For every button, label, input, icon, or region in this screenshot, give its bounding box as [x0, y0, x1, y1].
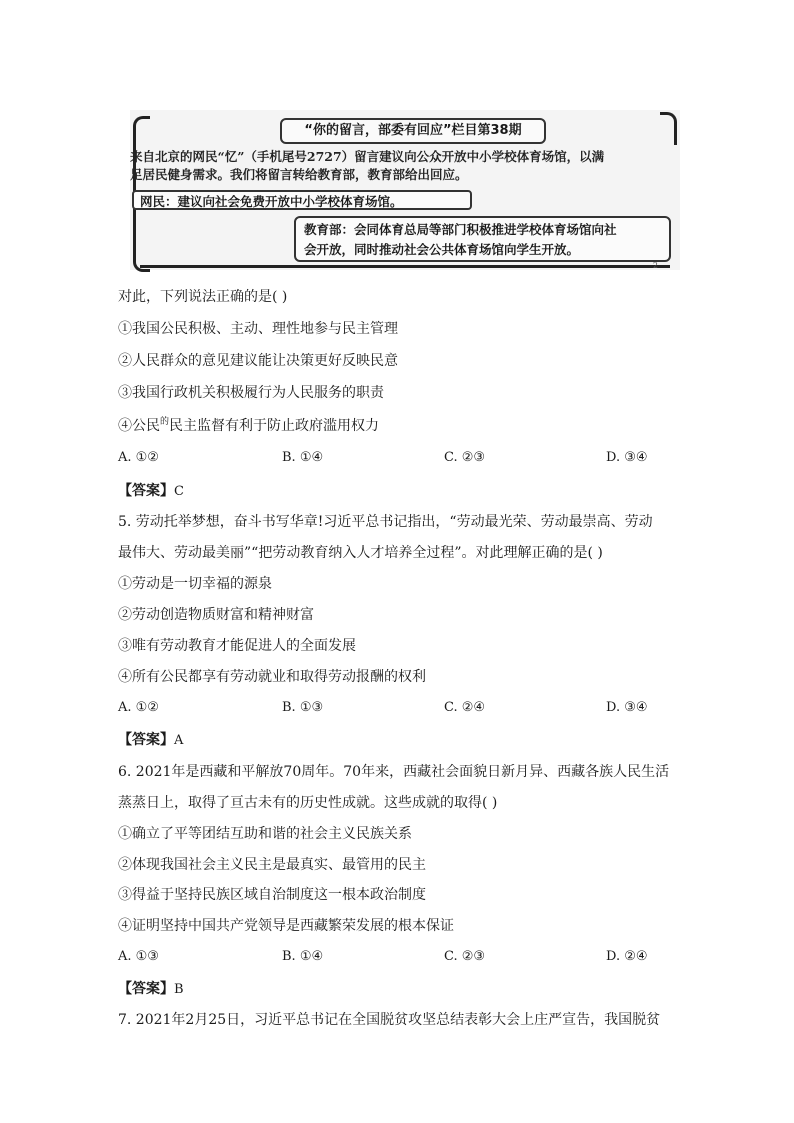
q4-option-a: A. ①② — [118, 450, 159, 465]
ministry-line-1: 教育部：会同体育总局等部门积极推进学校体育场馆向社 — [304, 222, 617, 237]
figure-bottom-line — [140, 265, 670, 268]
q6-option-c: C. ②③ — [444, 949, 486, 964]
q4-option-c: C. ②③ — [444, 450, 486, 465]
q6-item-1: ①确立了平等团结互助和谐的社会主义民族关系 — [118, 826, 412, 842]
q4-item-1: ①我国公民积极、主动、理性地参与民主管理 — [118, 321, 398, 337]
q5-item-4: ④所有公民都享有劳动就业和取得劳动报酬的权利 — [118, 669, 426, 685]
q4-option-b: B. ①④ — [282, 450, 324, 465]
q5-option-d: D. ③④ — [606, 700, 648, 715]
q5-answer-tag: 【答案】 — [118, 732, 174, 748]
q4-item-4-post: 民主监督有利于防止政府滥用权力 — [169, 418, 380, 434]
figure-body-line-1: 来自北京的网民“忆”（手机尾号2727）留言建议向公众开放中小学校体育场馆，以满 — [130, 149, 605, 164]
q5-option-a: A. ①② — [118, 700, 159, 715]
q4-item-4-sup: 的 — [160, 417, 170, 427]
q6-answer-value: B — [174, 982, 184, 997]
figure-body-line-2: 足居民健身需求。我们将留言转给教育部，教育部给出回应。 — [130, 167, 468, 182]
scanned-figure — [130, 110, 680, 270]
q6-options — [118, 949, 678, 969]
figure-stray-mark: 2 — [652, 261, 658, 270]
q6-item-2: ②体现我国社会主义民主是最真实、最管用的民主 — [118, 857, 426, 873]
q6-stem-line-2: 蒸蒸日上，取得了亘古未有的历史性成就。这些成就的取得( ) — [118, 795, 498, 811]
q5-answer-value: A — [174, 733, 184, 748]
netizen-box: 网民：建议向社会免费开放中小学校体育场馆。 — [132, 190, 472, 210]
q6-item-4: ④证明坚持中国共产党领导是西藏繁荣发展的根本保证 — [118, 918, 454, 934]
q6-answer-tag: 【答案】 — [118, 981, 174, 997]
q4-options — [118, 450, 678, 470]
q4-answer-tag: 【答案】 — [118, 483, 174, 499]
q5-stem-line-2: 最伟大、劳动最美丽”“把劳动教育纳入人才培养全过程”。对此理解正确的是( ) — [118, 545, 603, 561]
q5-item-1: ①劳动是一切幸福的源泉 — [118, 576, 272, 592]
ministry-line-2: 会开放，同时推动社会公共体育场馆向学生开放。 — [304, 242, 580, 257]
q4-answer — [118, 480, 184, 500]
q4-answer-value: C — [174, 484, 184, 499]
q6-option-b: B. ①④ — [282, 949, 324, 964]
figure-body — [130, 148, 675, 184]
q5-answer — [118, 729, 183, 749]
q4-stem: 对此，下列说法正确的是( ) — [118, 289, 288, 305]
q6-option-d: D. ②④ — [606, 949, 648, 964]
q4-item-4-pre: ④公民 — [118, 418, 160, 434]
figure-right-bracket — [660, 112, 677, 145]
q4-item-4 — [118, 414, 379, 435]
q6-answer — [118, 978, 184, 998]
q6-item-3: ③得益于坚持民族区域自治制度这一根本政治制度 — [118, 887, 426, 903]
figure-title: “你的留言，部委有回应”栏目第38期 — [280, 118, 546, 144]
q5-item-2: ②劳动创造物质财富和精神财富 — [118, 607, 314, 623]
ministry-box — [294, 216, 671, 262]
q5-stem-line-1: 5. 劳动托举梦想，奋斗书写华章!习近平总书记指出，“劳动最光荣、劳动最崇高、劳动 — [118, 514, 653, 530]
q6-option-a: A. ①③ — [118, 949, 159, 964]
q7-stem-line-1: 7. 2021年2月25日，习近平总书记在全国脱贫攻坚总结表彰大会上庄严宣告，我国脱贫 — [118, 1012, 661, 1028]
q5-options — [118, 700, 678, 720]
q4-item-3: ③我国行政机关积极履行为人民服务的职责 — [118, 385, 384, 401]
q5-option-c: C. ②④ — [444, 700, 486, 715]
q5-item-3: ③唯有劳动教育才能促进人的全面发展 — [118, 638, 356, 654]
q4-item-2: ②人民群众的意见建议能让决策更好反映民意 — [118, 353, 398, 369]
q6-stem-line-1: 6. 2021年是西藏和平解放70周年。70年来，西藏社会面貌日新月异、西藏各族人民生活 — [118, 764, 670, 780]
q5-option-b: B. ①③ — [282, 700, 324, 715]
q4-option-d: D. ③④ — [606, 450, 648, 465]
